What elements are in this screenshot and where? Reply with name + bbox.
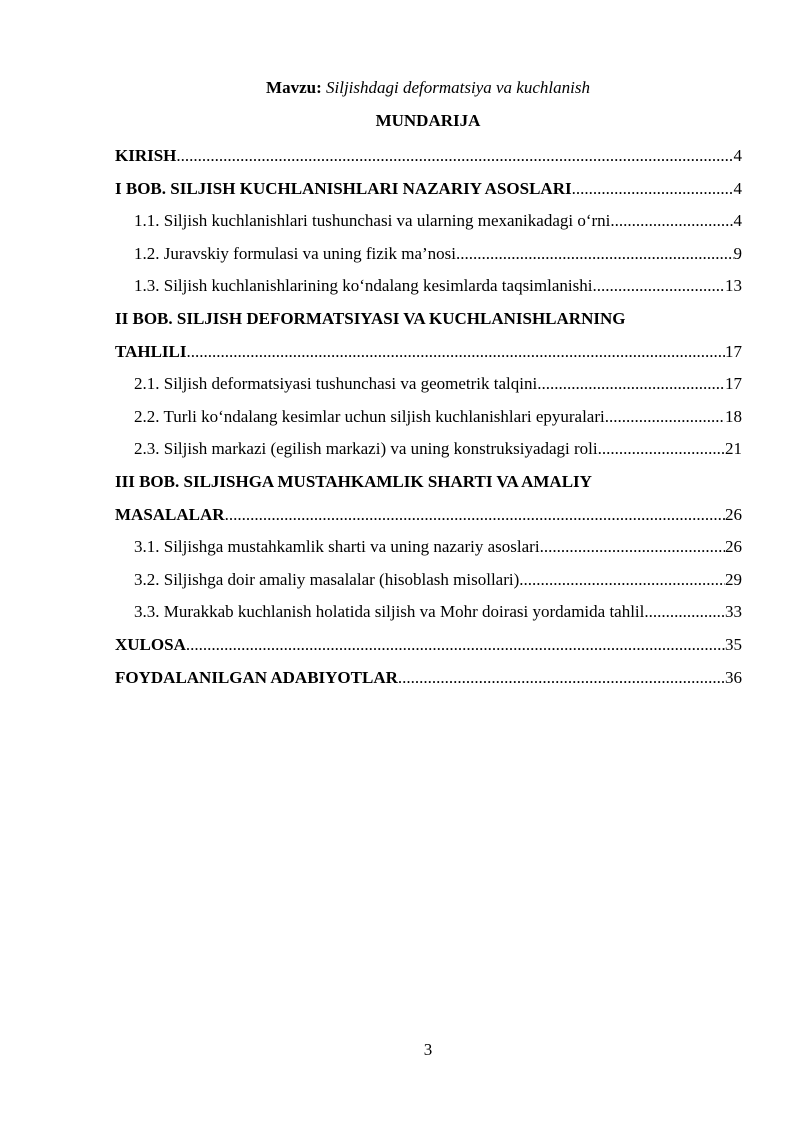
toc-entry [115, 433, 742, 466]
dot-leader [610, 205, 733, 238]
toc-entry-title: 3.1. Siljishga mustahkamlik sharti va uning nazariy asoslari [134, 537, 540, 557]
toc-entry-page: 36 [725, 667, 742, 687]
toc-entry-title: 1.1. Siljish kuchlanishlari tushunchasi va ularning mexanikadagi o‘rni [134, 211, 611, 231]
dot-leader [572, 173, 734, 206]
toc-entry-page: 17 [725, 374, 742, 394]
toc-entry-page: 13 [725, 276, 742, 296]
toc-entry [115, 662, 742, 695]
toc-entry-title: KIRISH [115, 146, 177, 165]
toc-entry-title: 2.2. Turli ko‘ndalang kesimlar uchun siljish kuchlanishlari epyuralari [134, 406, 605, 426]
dot-leader [176, 140, 733, 173]
toc-entry-title: MASALALAR [115, 504, 225, 524]
page-number: 3 [423, 1040, 433, 1059]
toc-entry [115, 368, 742, 401]
table-of-contents [115, 140, 742, 694]
toc-entry-page: 18 [725, 406, 742, 426]
toc-entry-title: 1.3. Siljish kuchlanishlarining ko‘ndalang kesimlarda taqsimlanishi [134, 276, 593, 296]
dot-leader [187, 336, 726, 369]
toc-entry-title: I BOB. SILJISH KUCHLANISHLARI NAZARIY ASOSLARI [115, 178, 572, 198]
toc-entry [115, 401, 742, 434]
dot-leader [537, 368, 725, 401]
toc-entry-page: 9 [733, 243, 742, 263]
toc-entry-page: 29 [725, 569, 742, 589]
toc-entry [115, 499, 742, 532]
dot-leader [519, 564, 725, 597]
dot-leader [592, 270, 725, 303]
toc-entry [115, 629, 742, 662]
dot-leader [398, 662, 725, 695]
toc-entry [115, 238, 742, 271]
toc-entry-page: 21 [725, 439, 742, 459]
toc-entry [115, 140, 742, 173]
toc-entry [115, 596, 742, 629]
toc-entry-page: 4 [733, 178, 742, 198]
toc-entry [115, 205, 742, 238]
dot-leader [225, 499, 725, 532]
toc-entry-page: 33 [725, 602, 742, 622]
toc-entry-title: 3.3. Murakkab kuchlanish holatida siljish va Mohr doirasi yordamida tahlil [134, 602, 645, 622]
toc-entry-title: 1.2. Juravskiy formulasi va uning fizik ma’nosi [134, 243, 457, 263]
toc-entry [115, 270, 742, 303]
dot-leader [605, 401, 725, 434]
topic-title: Siljishdagi deformatsiya va kuchlanish [326, 78, 590, 97]
toc-entry-title: 3.2. Siljishga doir amaliy masalalar (hisoblash misollari) [134, 569, 520, 589]
toc-entry-page: 26 [725, 504, 742, 524]
toc-entry-page: 17 [725, 341, 742, 361]
toc-entry [115, 531, 742, 564]
topic-line [0, 76, 800, 100]
topic-label: Mavzu: [266, 78, 322, 97]
toc-entry [115, 303, 742, 336]
dot-leader [644, 596, 725, 629]
dot-leader [540, 531, 725, 564]
toc-entry-title: FOYDALANILGAN ADABIYOTLAR [115, 667, 398, 687]
toc-entry-title: II BOB. SILJISH DEFORMATSIYASI VA KUCHLANISHLARNING [115, 308, 626, 328]
toc-entry-title: 2.1. Siljish deformatsiyasi tushunchasi va geometrik talqini [134, 374, 538, 394]
toc-entry [115, 466, 742, 499]
toc-entry-title: III BOB. SILJISHGA MUSTAHKAMLIK SHARTI VA AMALIY [115, 471, 592, 491]
toc-entry [115, 173, 742, 206]
toc-entry-page: 4 [733, 146, 742, 165]
toc-entry [115, 336, 742, 369]
toc-entry [115, 564, 742, 597]
toc-entry-page: 35 [725, 634, 742, 654]
toc-entry-title: XULOSA [115, 634, 186, 654]
toc-entry-page: 4 [733, 211, 742, 231]
toc-heading: MUNDARIJA [375, 111, 481, 130]
dot-leader [456, 238, 733, 271]
toc-entry-page: 26 [725, 537, 742, 557]
dot-leader [186, 629, 725, 662]
dot-leader [598, 433, 725, 466]
toc-entry-title: 2.3. Siljish markazi (egilish markazi) va uning konstruksiyadagi roli [134, 439, 598, 459]
toc-entry-title: TAHLILI [115, 341, 187, 361]
